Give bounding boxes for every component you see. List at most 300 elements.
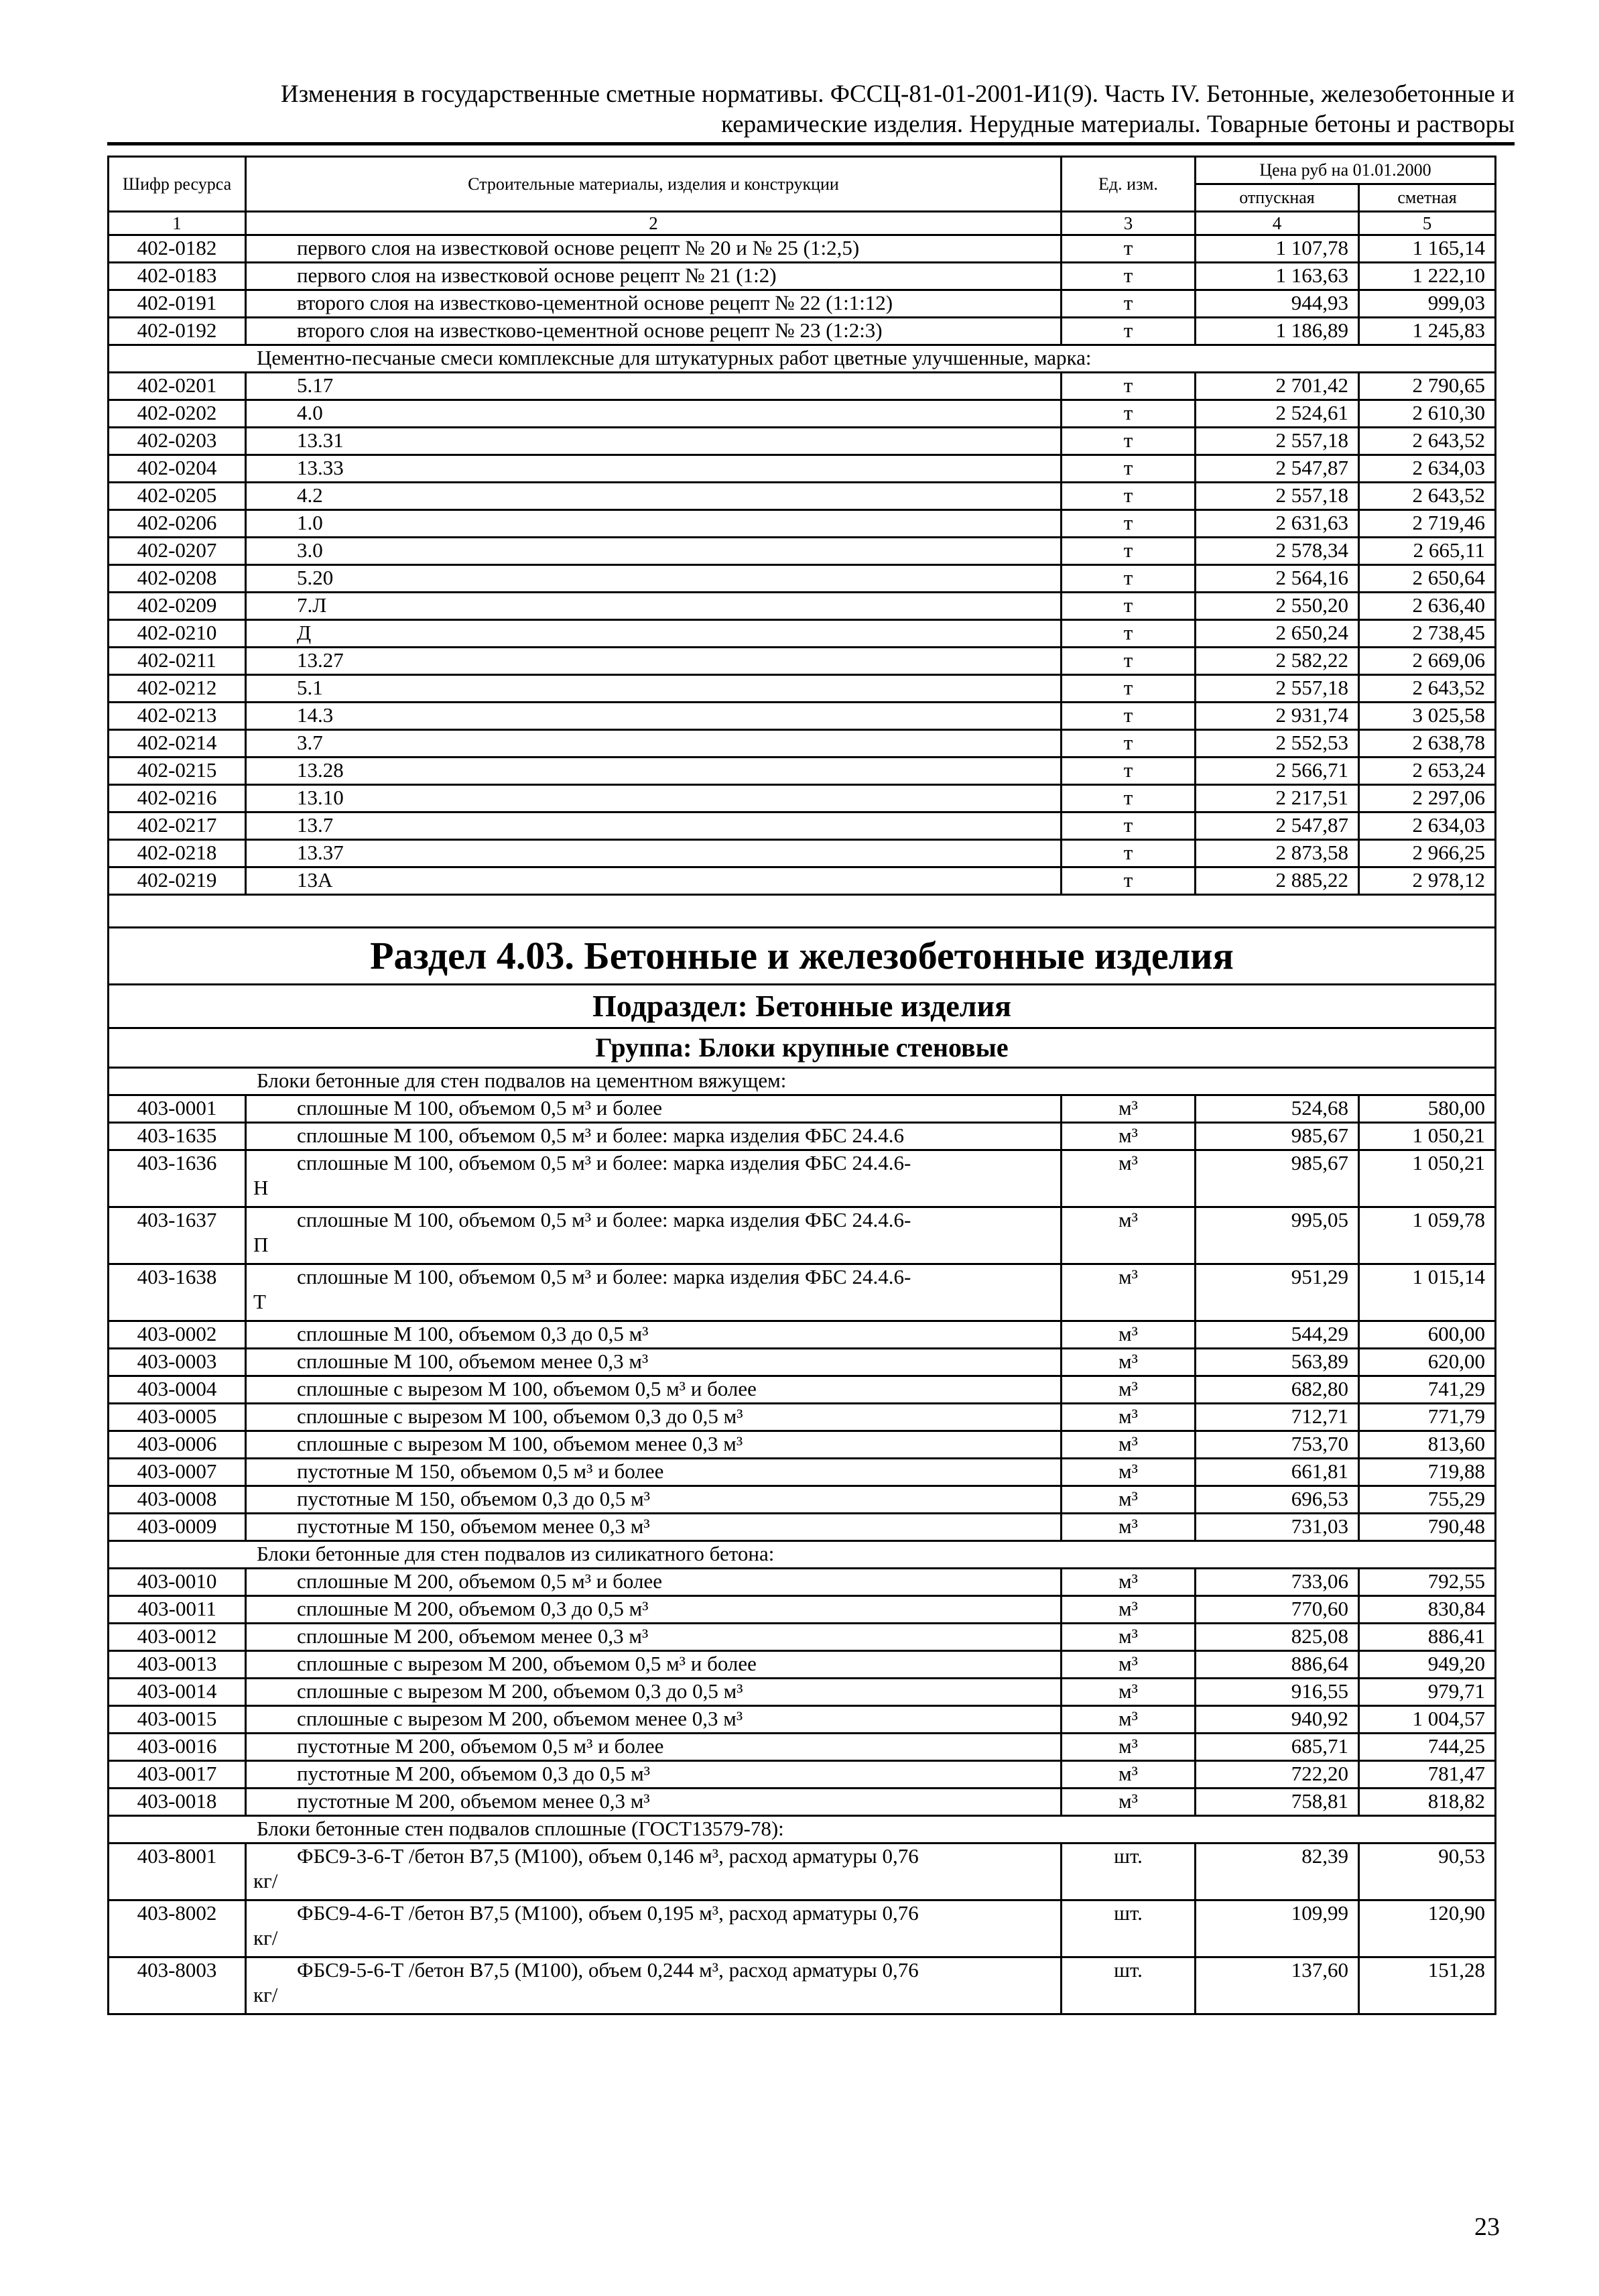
table-row (109, 1761, 1496, 1789)
table-row (109, 1321, 1496, 1349)
material-name-text: сплошные М 200, объемом 0,3 до 0,5 м³ (297, 1597, 649, 1620)
table-row (109, 235, 1496, 263)
estimate-price: 580,00 (1359, 1095, 1496, 1123)
material-name-text: сплошные М 100, объемом менее 0,3 м³ (297, 1349, 649, 1373)
release-price: 1 107,78 (1196, 235, 1359, 263)
resource-code: 402-0209 (109, 593, 246, 620)
material-name (246, 1761, 1062, 1789)
release-price: 524,68 (1196, 1095, 1359, 1123)
material-name-text: пустотные М 150, объемом менее 0,3 м³ (297, 1514, 650, 1538)
material-name-text: второго слоя на известково-цементной основе рецепт № 23 (1:2:3) (297, 318, 883, 342)
table-row (109, 703, 1496, 730)
material-name-text: 7.Л (297, 593, 327, 617)
material-name (246, 510, 1062, 538)
table-row (109, 648, 1496, 675)
unit-of-measure: т (1062, 455, 1196, 483)
group-heading: Блоки бетонные стен подвалов сплошные (ГОСТ13579-78): (109, 1816, 1496, 1844)
unit-of-measure: м³ (1062, 1569, 1196, 1596)
unit-of-measure: т (1062, 263, 1196, 290)
resource-code: 403-1637 (109, 1207, 246, 1264)
estimate-price: 2 966,25 (1359, 840, 1496, 867)
estimate-price: 1 050,21 (1359, 1150, 1496, 1207)
unit-of-measure: м³ (1062, 1624, 1196, 1651)
material-name-text: 13.37 (297, 841, 344, 864)
unit-of-measure: т (1062, 703, 1196, 730)
unit-of-measure: т (1062, 867, 1196, 895)
estimate-price: 2 643,52 (1359, 675, 1496, 703)
release-price: 2 582,22 (1196, 648, 1359, 675)
material-name (246, 1123, 1062, 1150)
resource-code: 402-0192 (109, 318, 246, 345)
estimate-price: 1 050,21 (1359, 1123, 1496, 1150)
material-name-text: 3.0 (297, 538, 323, 562)
material-name-text: 13.10 (297, 786, 344, 809)
group-heading-row (109, 1541, 1496, 1569)
estimate-price: 2 738,45 (1359, 620, 1496, 648)
table-row (109, 428, 1496, 455)
estimate-price: 781,47 (1359, 1761, 1496, 1789)
material-name (246, 840, 1062, 867)
release-price: 2 557,18 (1196, 483, 1359, 510)
resource-code: 403-0009 (109, 1514, 246, 1541)
group-title-row (109, 1028, 1496, 1068)
material-name-continuation: Т (253, 1290, 266, 1313)
material-name (246, 703, 1062, 730)
material-name-continuation: П (253, 1233, 269, 1256)
material-name-text: 1.0 (297, 511, 323, 534)
material-name (246, 1514, 1062, 1541)
material-name-text: сплошные М 100, объемом 0,5 м³ и более: марка изделия ФБС 24.4.6- (297, 1265, 911, 1288)
material-name-continuation: кг/ (253, 1926, 278, 1949)
material-name (246, 483, 1062, 510)
material-name (246, 400, 1062, 428)
material-name-text: ФБС9-5-6-Т /бетон В7,5 (М100), объем 0,244 м³, расход арматуры 0,76 (297, 1958, 919, 1982)
release-price: 733,06 (1196, 1569, 1359, 1596)
table-row (109, 620, 1496, 648)
material-name-text: ФБС9-4-6-Т /бетон В7,5 (М100), объем 0,195 м³, расход арматуры 0,76 (297, 1901, 919, 1925)
estimate-price: 1 015,14 (1359, 1264, 1496, 1321)
unit-of-measure: т (1062, 675, 1196, 703)
material-name (246, 1264, 1062, 1321)
resource-code: 402-0191 (109, 290, 246, 318)
table-row (109, 263, 1496, 290)
resource-code: 403-1638 (109, 1264, 246, 1321)
table-row (109, 1404, 1496, 1431)
material-name (246, 1957, 1062, 2014)
col-name-header: Строительные материалы, изделия и конструкции (246, 157, 1062, 212)
unit-of-measure: м³ (1062, 1095, 1196, 1123)
material-name-text: 14.3 (297, 703, 334, 727)
material-name-text: Д (297, 621, 312, 644)
estimate-price: 886,41 (1359, 1624, 1496, 1651)
unit-of-measure: м³ (1062, 1150, 1196, 1207)
release-price: 544,29 (1196, 1321, 1359, 1349)
table-row (109, 1734, 1496, 1761)
material-name-text: сплошные с вырезом М 100, объемом 0,3 до 0,5 м³ (297, 1404, 743, 1428)
material-name-text: сплошные М 100, объемом 0,5 м³ и более: марка изделия ФБС 24.4.6- (297, 1151, 911, 1174)
material-name (246, 1321, 1062, 1349)
material-name-text: сплошные М 200, объемом менее 0,3 м³ (297, 1624, 649, 1648)
table-row (109, 785, 1496, 812)
unit-of-measure: м³ (1062, 1596, 1196, 1624)
estimate-price: 2 297,06 (1359, 785, 1496, 812)
release-price: 2 524,61 (1196, 400, 1359, 428)
group-heading: Блоки бетонные для стен подвалов на цементном вяжущем: (109, 1068, 1496, 1095)
group-heading-row (109, 1816, 1496, 1844)
material-name (246, 235, 1062, 263)
resource-code: 403-8001 (109, 1844, 246, 1900)
release-price: 2 873,58 (1196, 840, 1359, 867)
table-row (109, 1679, 1496, 1706)
table-row (109, 1123, 1496, 1150)
resource-code: 402-0207 (109, 538, 246, 565)
estimate-price: 792,55 (1359, 1569, 1496, 1596)
material-name (246, 1624, 1062, 1651)
estimate-price: 2 643,52 (1359, 428, 1496, 455)
unit-of-measure: м³ (1062, 1706, 1196, 1734)
unit-of-measure: м³ (1062, 1514, 1196, 1541)
estimate-price: 90,53 (1359, 1844, 1496, 1900)
resource-code: 403-0001 (109, 1095, 246, 1123)
group-title: Группа: Блоки крупные стеновые (109, 1028, 1496, 1068)
estimate-price: 2 610,30 (1359, 400, 1496, 428)
material-name (246, 565, 1062, 593)
group-heading: Цементно-песчаные смеси комплексные для штукатурных работ цветные улучшенные, марка: (109, 345, 1496, 373)
table-row (109, 373, 1496, 400)
material-name (246, 620, 1062, 648)
estimate-price: 2 669,06 (1359, 648, 1496, 675)
material-name-text: пустотные М 200, объемом 0,3 до 0,5 м³ (297, 1762, 650, 1785)
release-price: 2 650,24 (1196, 620, 1359, 648)
release-price: 722,20 (1196, 1761, 1359, 1789)
release-price: 916,55 (1196, 1679, 1359, 1706)
material-name-text: 13.27 (297, 648, 344, 672)
unit-of-measure: т (1062, 510, 1196, 538)
material-name-text: 13.31 (297, 428, 344, 452)
release-price: 712,71 (1196, 1404, 1359, 1431)
estimate-price: 2 643,52 (1359, 483, 1496, 510)
release-price: 985,67 (1196, 1123, 1359, 1150)
material-name (246, 318, 1062, 345)
resource-code: 402-0208 (109, 565, 246, 593)
resource-code: 403-0017 (109, 1761, 246, 1789)
release-price: 2 564,16 (1196, 565, 1359, 593)
unit-of-measure: м³ (1062, 1789, 1196, 1816)
table-body (109, 235, 1496, 2014)
release-price: 2 578,34 (1196, 538, 1359, 565)
material-name-text: пустотные М 150, объемом 0,5 м³ и более (297, 1459, 664, 1483)
resource-code: 403-0003 (109, 1349, 246, 1376)
material-name-text: 5.20 (297, 566, 334, 589)
material-name-continuation: кг/ (253, 1869, 278, 1892)
release-price: 2 552,53 (1196, 730, 1359, 758)
spacer-row (109, 895, 1496, 928)
col-number-2: 2 (246, 212, 1062, 235)
table-row (109, 593, 1496, 620)
release-price: 770,60 (1196, 1596, 1359, 1624)
estimate-price: 1 059,78 (1359, 1207, 1496, 1264)
release-price: 758,81 (1196, 1789, 1359, 1816)
material-name-text: сплошные М 200, объемом 0,5 м³ и более (297, 1569, 662, 1593)
material-name (246, 812, 1062, 840)
estimate-price: 999,03 (1359, 290, 1496, 318)
material-name-text: 13А (297, 868, 333, 892)
estimate-price: 2 634,03 (1359, 812, 1496, 840)
col-code-header: Шифр ресурса (109, 157, 246, 212)
unit-of-measure: т (1062, 840, 1196, 867)
subsection-title: Подраздел: Бетонные изделия (109, 985, 1496, 1028)
unit-of-measure: шт. (1062, 1900, 1196, 1957)
estimate-price: 620,00 (1359, 1349, 1496, 1376)
material-name (246, 1679, 1062, 1706)
release-price: 940,92 (1196, 1706, 1359, 1734)
material-name-text: 5.1 (297, 676, 323, 699)
material-name (246, 648, 1062, 675)
resource-code: 402-0203 (109, 428, 246, 455)
price-table (107, 156, 1496, 2015)
resource-code: 402-0217 (109, 812, 246, 840)
release-price: 995,05 (1196, 1207, 1359, 1264)
unit-of-measure: м³ (1062, 1651, 1196, 1679)
material-name (246, 1844, 1062, 1900)
material-name (246, 1404, 1062, 1431)
resource-code: 402-0182 (109, 235, 246, 263)
estimate-price: 2 978,12 (1359, 867, 1496, 895)
table-row (109, 1651, 1496, 1679)
unit-of-measure: м³ (1062, 1679, 1196, 1706)
unit-of-measure: т (1062, 565, 1196, 593)
unit-of-measure: т (1062, 785, 1196, 812)
estimate-price: 2 665,11 (1359, 538, 1496, 565)
header-rule (107, 142, 1515, 145)
material-name (246, 263, 1062, 290)
release-price: 731,03 (1196, 1514, 1359, 1541)
release-price: 682,80 (1196, 1376, 1359, 1404)
unit-of-measure: шт. (1062, 1957, 1196, 2014)
table-row (109, 840, 1496, 867)
table-row (109, 1095, 1496, 1123)
release-price: 137,60 (1196, 1957, 1359, 2014)
release-price: 2 547,87 (1196, 812, 1359, 840)
material-name-text: сплошные с вырезом М 100, объемом менее 0,3 м³ (297, 1432, 743, 1455)
release-price: 2 701,42 (1196, 373, 1359, 400)
material-name-text: сплошные с вырезом М 200, объемом менее 0,3 м³ (297, 1707, 743, 1730)
release-price: 2 547,87 (1196, 455, 1359, 483)
table-row (109, 1264, 1496, 1321)
unit-of-measure: т (1062, 400, 1196, 428)
unit-of-measure: т (1062, 758, 1196, 785)
unit-of-measure: м³ (1062, 1349, 1196, 1376)
section-title: Раздел 4.03. Бетонные и железобетонные изделия (109, 928, 1496, 985)
table-row (109, 1376, 1496, 1404)
unit-of-measure: м³ (1062, 1123, 1196, 1150)
release-price: 2 885,22 (1196, 867, 1359, 895)
estimate-price: 1 222,10 (1359, 263, 1496, 290)
estimate-price: 744,25 (1359, 1734, 1496, 1761)
resource-code: 402-0219 (109, 867, 246, 895)
material-name (246, 428, 1062, 455)
release-price: 1 186,89 (1196, 318, 1359, 345)
material-name (246, 1459, 1062, 1486)
unit-of-measure: т (1062, 538, 1196, 565)
resource-code: 402-0201 (109, 373, 246, 400)
resource-code: 402-0213 (109, 703, 246, 730)
unit-of-measure: м³ (1062, 1321, 1196, 1349)
resource-code: 402-0214 (109, 730, 246, 758)
release-price: 685,71 (1196, 1734, 1359, 1761)
unit-of-measure: м³ (1062, 1431, 1196, 1459)
unit-of-measure: м³ (1062, 1459, 1196, 1486)
resource-code: 402-0206 (109, 510, 246, 538)
material-name-text: 5.17 (297, 373, 334, 397)
material-name-text: первого слоя на известковой основе рецепт № 20 и № 25 (1:2,5) (297, 236, 860, 259)
page-number: 23 (1474, 2213, 1500, 2241)
release-price: 1 163,63 (1196, 263, 1359, 290)
estimate-price: 771,79 (1359, 1404, 1496, 1431)
estimate-price: 600,00 (1359, 1321, 1496, 1349)
group-heading-row (109, 1068, 1496, 1095)
col-number-4: 4 (1196, 212, 1359, 235)
resource-code: 402-0202 (109, 400, 246, 428)
resource-code: 403-8003 (109, 1957, 246, 2014)
release-price: 109,99 (1196, 1900, 1359, 1957)
estimate-price: 719,88 (1359, 1459, 1496, 1486)
section-title-row (109, 928, 1496, 985)
estimate-price: 1 004,57 (1359, 1706, 1496, 1734)
resource-code: 403-0011 (109, 1596, 246, 1624)
estimate-price: 2 634,03 (1359, 455, 1496, 483)
table-row (109, 812, 1496, 840)
resource-code: 403-0005 (109, 1404, 246, 1431)
table-row (109, 1596, 1496, 1624)
table-row (109, 318, 1496, 345)
material-name (246, 785, 1062, 812)
unit-of-measure: т (1062, 290, 1196, 318)
estimate-price: 3 025,58 (1359, 703, 1496, 730)
resource-code: 403-0008 (109, 1486, 246, 1514)
material-name (246, 1789, 1062, 1816)
material-name-text: сплошные М 100, объемом 0,5 м³ и более (297, 1096, 662, 1120)
table-row (109, 867, 1496, 895)
material-name (246, 1734, 1062, 1761)
page-header (107, 79, 1515, 139)
table-row (109, 758, 1496, 785)
group-heading-row (109, 345, 1496, 373)
estimate-price: 741,29 (1359, 1376, 1496, 1404)
table-row (109, 1486, 1496, 1514)
material-name (246, 1349, 1062, 1376)
table-row (109, 730, 1496, 758)
resource-code: 403-0016 (109, 1734, 246, 1761)
col-release-header: отпускная (1196, 184, 1359, 212)
material-name (246, 1095, 1062, 1123)
material-name-text: сплошные с вырезом М 200, объемом 0,5 м³ и более (297, 1652, 757, 1675)
resource-code: 403-0014 (109, 1679, 246, 1706)
material-name (246, 1150, 1062, 1207)
group-heading: Блоки бетонные для стен подвалов из силикатного бетона: (109, 1541, 1496, 1569)
subsection-title-row (109, 985, 1496, 1028)
estimate-price: 818,82 (1359, 1789, 1496, 1816)
resource-code: 403-0015 (109, 1706, 246, 1734)
material-name-text: пустотные М 150, объемом 0,3 до 0,5 м³ (297, 1487, 650, 1510)
unit-of-measure: т (1062, 318, 1196, 345)
estimate-price: 790,48 (1359, 1514, 1496, 1541)
material-name (246, 758, 1062, 785)
table-row (109, 290, 1496, 318)
release-price: 2 566,71 (1196, 758, 1359, 785)
resource-code: 402-0216 (109, 785, 246, 812)
unit-of-measure: т (1062, 620, 1196, 648)
unit-of-measure: шт. (1062, 1844, 1196, 1900)
resource-code: 402-0183 (109, 263, 246, 290)
estimate-price: 979,71 (1359, 1679, 1496, 1706)
material-name-text: сплошные М 100, объемом 0,5 м³ и более: марка изделия ФБС 24.4.6 (297, 1124, 904, 1147)
resource-code: 403-1636 (109, 1150, 246, 1207)
unit-of-measure: м³ (1062, 1761, 1196, 1789)
estimate-price: 2 719,46 (1359, 510, 1496, 538)
estimate-price: 120,90 (1359, 1900, 1496, 1957)
resource-code: 402-0205 (109, 483, 246, 510)
estimate-price: 2 650,64 (1359, 565, 1496, 593)
material-name (246, 593, 1062, 620)
material-name (246, 538, 1062, 565)
release-price: 985,67 (1196, 1150, 1359, 1207)
table-row (109, 400, 1496, 428)
estimate-price: 755,29 (1359, 1486, 1496, 1514)
material-name (246, 373, 1062, 400)
material-name (246, 1706, 1062, 1734)
material-name (246, 455, 1062, 483)
table-row (109, 1706, 1496, 1734)
unit-of-measure: м³ (1062, 1207, 1196, 1264)
resource-code: 402-0210 (109, 620, 246, 648)
resource-code: 403-8002 (109, 1900, 246, 1957)
estimate-price: 830,84 (1359, 1596, 1496, 1624)
material-name-text: 3.7 (297, 731, 323, 754)
material-name-continuation: кг/ (253, 1983, 278, 2006)
resource-code: 403-0012 (109, 1624, 246, 1651)
table-row (109, 538, 1496, 565)
table-row (109, 510, 1496, 538)
table-row (109, 1844, 1496, 1900)
unit-of-measure: м³ (1062, 1404, 1196, 1431)
material-name (246, 1596, 1062, 1624)
table-row (109, 483, 1496, 510)
material-name-text: 4.2 (297, 483, 323, 507)
unit-of-measure: м³ (1062, 1376, 1196, 1404)
material-name-text: второго слоя на известково-цементной основе рецепт № 22 (1:1:12) (297, 291, 893, 314)
table-row (109, 1957, 1496, 2014)
table-row (109, 1459, 1496, 1486)
release-price: 2 931,74 (1196, 703, 1359, 730)
table-row (109, 455, 1496, 483)
header-line-2: керамические изделия. Нерудные материалы. Товарные бетоны и растворы (721, 111, 1515, 138)
header-line-1: Изменения в государственные сметные нормативы. ФССЦ-81-01-2001-И1(9). Часть IV. Бетонные, железобетонные и (280, 80, 1515, 108)
unit-of-measure: т (1062, 730, 1196, 758)
estimate-price: 2 790,65 (1359, 373, 1496, 400)
release-price: 2 217,51 (1196, 785, 1359, 812)
material-name (246, 290, 1062, 318)
col-price-header: Цена руб на 01.01.2000 (1196, 157, 1496, 184)
resource-code: 403-0002 (109, 1321, 246, 1349)
unit-of-measure: т (1062, 235, 1196, 263)
release-price: 696,53 (1196, 1486, 1359, 1514)
col-number-1: 1 (109, 212, 246, 235)
release-price: 2 557,18 (1196, 675, 1359, 703)
material-name-text: первого слоя на известковой основе рецепт № 21 (1:2) (297, 263, 777, 287)
unit-of-measure: т (1062, 373, 1196, 400)
release-price: 825,08 (1196, 1624, 1359, 1651)
